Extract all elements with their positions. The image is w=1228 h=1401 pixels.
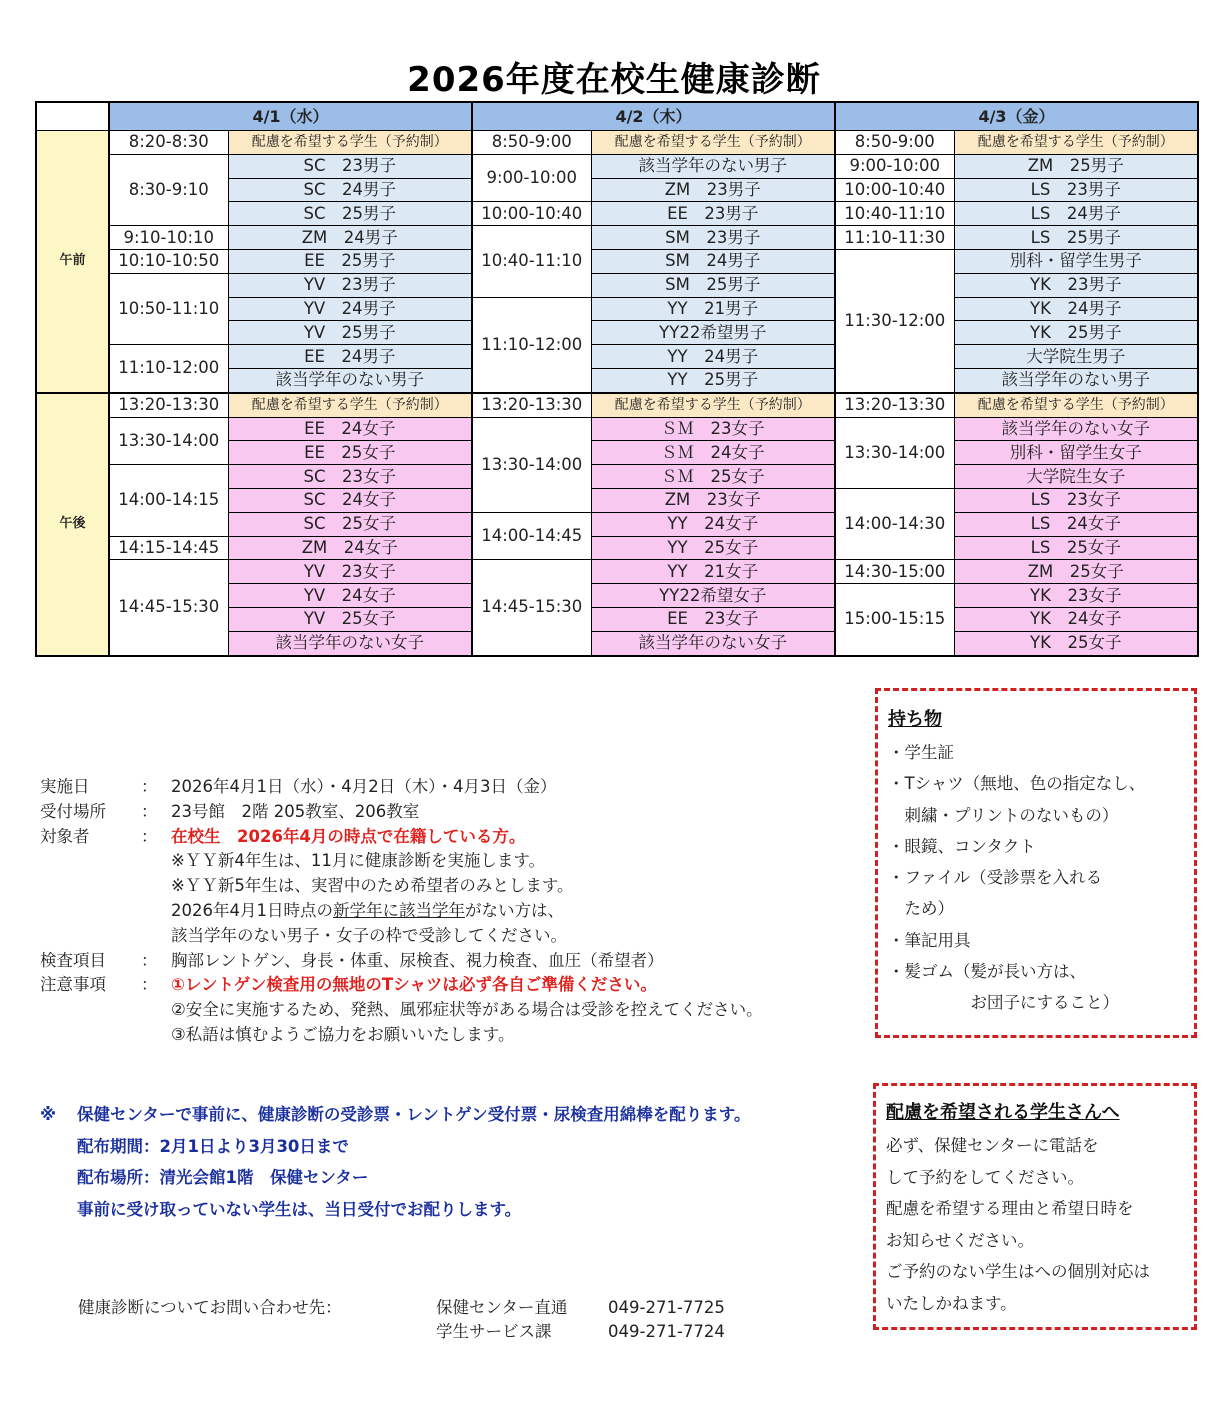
consideration-line: いたしかねます。	[886, 1293, 1017, 1313]
notice-line: 配布期間：2月1日より3月30日まで	[77, 1136, 349, 1156]
consideration-line: お知らせください。	[886, 1230, 1035, 1250]
belongings-item: ・学生証	[888, 743, 954, 762]
time-slot: 11:30-12:00	[835, 249, 954, 392]
student-group: ZM 25女子	[954, 560, 1198, 584]
time-slot: 13:30-14:00	[835, 417, 954, 488]
time-slot: 13:30-14:00	[109, 417, 228, 465]
colon: ：	[141, 975, 158, 995]
time-slot: 11:10-12:00	[109, 345, 228, 393]
student-group: YV 25男子	[228, 321, 472, 345]
student-group: LS 25女子	[954, 536, 1198, 560]
belongings-item: ・筆記用具	[888, 930, 971, 950]
time-slot: 8:50-9:00	[472, 131, 591, 155]
student-group: YY 21女子	[591, 560, 835, 584]
time-slot: 8:50-9:00	[835, 131, 954, 155]
time-slot: 14:45-15:30	[109, 560, 228, 656]
student-group: EE 23女子	[591, 607, 835, 631]
belongings-item: ・Tシャツ（無地、色の指定なし、	[888, 774, 1146, 794]
student-group: YY 21男子	[591, 297, 835, 321]
student-group: EE 25女子	[228, 441, 472, 465]
contact-name: 学生サービス課	[436, 1322, 552, 1341]
colon: ：	[141, 826, 158, 846]
time-slot: 11:10-11:30	[835, 226, 954, 250]
student-group: EE 23男子	[591, 202, 835, 226]
student-group: ZM 23女子	[591, 488, 835, 512]
time-slot: 10:40-11:10	[835, 202, 954, 226]
student-group: 該当学年のない女子	[954, 417, 1198, 441]
student-group: 大学院生男子	[954, 345, 1198, 369]
student-group: SM 23男子	[591, 226, 835, 250]
student-group: LS 24女子	[954, 512, 1198, 536]
student-group: 該当学年のない男子	[228, 368, 472, 392]
student-group: YY 25女子	[591, 536, 835, 560]
consideration-box	[873, 1083, 1197, 1330]
notice-line: 保健センターで事前に、健康診断の受診票・レントゲン受付票・尿検査用綿棒を配ります。	[77, 1105, 751, 1124]
student-group: ZM 24男子	[228, 226, 472, 250]
student-group: YV 23女子	[228, 560, 472, 584]
student-group: YK 24女子	[954, 607, 1198, 631]
student-group: EE 24女子	[228, 417, 472, 441]
student-group: SC 25女子	[228, 512, 472, 536]
colon: ：	[141, 950, 158, 970]
time-slot: 9:00-10:00	[835, 154, 954, 178]
period-label-am: 午前	[36, 131, 109, 393]
student-group: LS 25男子	[954, 226, 1198, 250]
student-group: LS 24男子	[954, 202, 1198, 226]
place-value: 23号館 2階 205教室、206教室	[171, 801, 420, 821]
student-group: EE 24男子	[228, 345, 472, 369]
student-group: YK 25女子	[954, 631, 1198, 655]
student-group: YV 25女子	[228, 607, 472, 631]
page-title: 2026年度在校生健康診断	[407, 60, 821, 100]
student-group: YY22希望男子	[591, 321, 835, 345]
time-slot: 13:20-13:30	[472, 393, 591, 417]
time-slot: 15:00-15:15	[835, 584, 954, 656]
time-slot: 10:40-11:10	[472, 226, 591, 297]
student-group: LS 23男子	[954, 178, 1198, 202]
time-slot: 14:30-15:00	[835, 560, 954, 584]
caution-item: ①レントゲン検査用の無地のTシャツは必ず各自ご準備ください。	[171, 975, 657, 995]
student-group: YK 25男子	[954, 321, 1198, 345]
day-header: 4/2（木）	[472, 102, 835, 131]
target-note: ※ＹＹ新5年生は、実習中のため希望者のみとします。	[171, 876, 574, 896]
student-group: YV 24男子	[228, 297, 472, 321]
date-label: 実施日	[40, 777, 90, 796]
header-corner	[36, 102, 109, 131]
time-slot: 14:00-14:45	[472, 512, 591, 560]
contact-label: 健康診断についてお問い合わせ先：	[78, 1298, 342, 1317]
student-group: YK 23女子	[954, 584, 1198, 608]
contact-name: 保健センター直通	[436, 1298, 568, 1317]
target-note: ※ＹＹ新4年生は、11月に健康診断を実施します。	[171, 851, 545, 871]
caution-item: ②安全に実施するため、発熱、風邪症状等がある場合は受診を控えてください。	[171, 1000, 763, 1020]
date-value: 2026年4月1日（水）・4月2日（木）・4月3日（金）	[171, 777, 557, 796]
belongings-item: ・髪ゴム（髪が長い方は、	[888, 962, 1086, 982]
time-slot: 13:30-14:00	[472, 417, 591, 512]
caution-label: 注意事項	[40, 975, 106, 995]
student-group: 配慮を希望する学生（予約制）	[228, 131, 472, 155]
belongings-box	[875, 688, 1197, 1038]
student-group: 配慮を希望する学生（予約制）	[954, 393, 1198, 417]
time-slot: 13:20-13:30	[109, 393, 228, 417]
belongings-item: ・ファイル（受診票を入れる	[888, 868, 1103, 888]
target-label: 対象者	[40, 826, 90, 846]
student-group: YK 24男子	[954, 297, 1198, 321]
time-slot: 8:30-9:10	[109, 154, 228, 225]
time-slot: 14:00-14:30	[835, 488, 954, 559]
student-group: SC 23女子	[228, 465, 472, 489]
student-group: 別科・留学生女子	[954, 441, 1198, 465]
distribution-notice	[40, 1099, 750, 1225]
student-group: SM 24男子	[591, 249, 835, 273]
student-group: ＳＭ 24女子	[591, 441, 835, 465]
student-group: 該当学年のない女子	[228, 631, 472, 655]
student-group: YV 23男子	[228, 273, 472, 297]
student-group: ZM 23男子	[591, 178, 835, 202]
time-slot: 10:10-10:50	[109, 249, 228, 273]
exam-info	[40, 775, 763, 1048]
day-header: 4/3（金）	[835, 102, 1198, 131]
student-group: YK 23男子	[954, 273, 1198, 297]
notice-mark: ※	[40, 1105, 57, 1124]
student-group: YY 24女子	[591, 512, 835, 536]
time-slot: 10:50-11:10	[109, 273, 228, 344]
student-group: 配慮を希望する学生（予約制）	[591, 131, 835, 155]
student-group: LS 23女子	[954, 488, 1198, 512]
student-group: ＳＭ 23女子	[591, 417, 835, 441]
contact-info	[78, 1296, 725, 1344]
time-slot: 8:20-8:30	[109, 131, 228, 155]
student-group: 該当学年のない男子	[954, 368, 1198, 392]
belongings-item: お団子にすること）	[888, 993, 1119, 1013]
student-group: ZM 24女子	[228, 536, 472, 560]
contact-phone: 049-271-7725	[608, 1298, 725, 1317]
student-group: ZM 25男子	[954, 154, 1198, 178]
student-group: ＳＭ 25女子	[591, 465, 835, 489]
place-label: 受付場所	[40, 801, 106, 821]
student-group: 配慮を希望する学生（予約制）	[228, 393, 472, 417]
contact-phone: 049-271-7724	[608, 1322, 725, 1341]
consideration-line: 必ず、保健センターに電話を	[886, 1136, 1099, 1155]
student-group: SC 24男子	[228, 178, 472, 202]
target-note: 該当学年のない男子・女子の枠で受診してください。	[171, 925, 567, 945]
student-group: SC 24女子	[228, 488, 472, 512]
student-group: SM 25男子	[591, 273, 835, 297]
student-group: 配慮を希望する学生（予約制）	[954, 131, 1198, 155]
student-group: SC 25男子	[228, 202, 472, 226]
colon: ：	[141, 801, 158, 821]
student-group: YY22希望女子	[591, 584, 835, 608]
consideration-line: 配慮を希望する理由と希望日時を	[886, 1199, 1134, 1219]
colon: ：	[141, 777, 158, 796]
consideration-line: ご予約のない学生はへの個別対応は	[886, 1262, 1150, 1282]
time-slot: 10:00-10:40	[835, 178, 954, 202]
consideration-line: して予約をしてください。	[886, 1167, 1084, 1187]
belongings-item: 刺繍・プリントのないもの）	[888, 805, 1119, 825]
time-slot: 13:20-13:30	[835, 393, 954, 417]
exam-label: 検査項目	[40, 950, 106, 970]
notice-line: 事前に受け取っていない学生は、当日受付でお配りします。	[77, 1199, 522, 1219]
schedule-table	[35, 101, 1199, 657]
target-note: 2026年4月1日時点の新学年に該当学年がない方は、	[171, 900, 564, 920]
target-value: 在校生 2026年4月の時点で在籍している方。	[171, 826, 526, 846]
student-group: 大学院生女子	[954, 465, 1198, 489]
belongings-title: 持ち物	[888, 709, 942, 730]
belongings-item: ・眼鏡、コンタクト	[888, 836, 1036, 856]
time-slot: 14:15-14:45	[109, 536, 228, 560]
student-group: 該当学年のない女子	[591, 631, 835, 655]
student-group: SC 23男子	[228, 154, 472, 178]
time-slot: 11:10-12:00	[472, 297, 591, 393]
exam-value: 胸部レントゲン、身長・体重、尿検査、視力検査、血圧（希望者）	[171, 950, 664, 970]
caution-item: ③私語は慎むようご協力をお願いいたします。	[171, 1024, 515, 1044]
time-slot: 10:00-10:40	[472, 202, 591, 226]
time-slot: 9:10-10:10	[109, 226, 228, 250]
student-group: YY 24男子	[591, 345, 835, 369]
time-slot: 14:00-14:15	[109, 465, 228, 536]
student-group: 別科・留学生男子	[954, 249, 1198, 273]
student-group: YV 24女子	[228, 584, 472, 608]
student-group: 該当学年のない男子	[591, 154, 835, 178]
student-group: 配慮を希望する学生（予約制）	[591, 393, 835, 417]
consideration-title: 配慮を希望される学生さんへ	[886, 1102, 1120, 1123]
student-group: EE 25男子	[228, 249, 472, 273]
period-label-pm: 午後	[36, 393, 109, 656]
belongings-item: ため）	[888, 899, 954, 919]
time-slot: 9:00-10:00	[472, 154, 591, 202]
time-slot: 14:45-15:30	[472, 560, 591, 656]
notice-line: 配布場所：清光会館1階 保健センター	[77, 1168, 369, 1187]
student-group: YY 25男子	[591, 368, 835, 392]
day-header: 4/1（水）	[109, 102, 472, 131]
